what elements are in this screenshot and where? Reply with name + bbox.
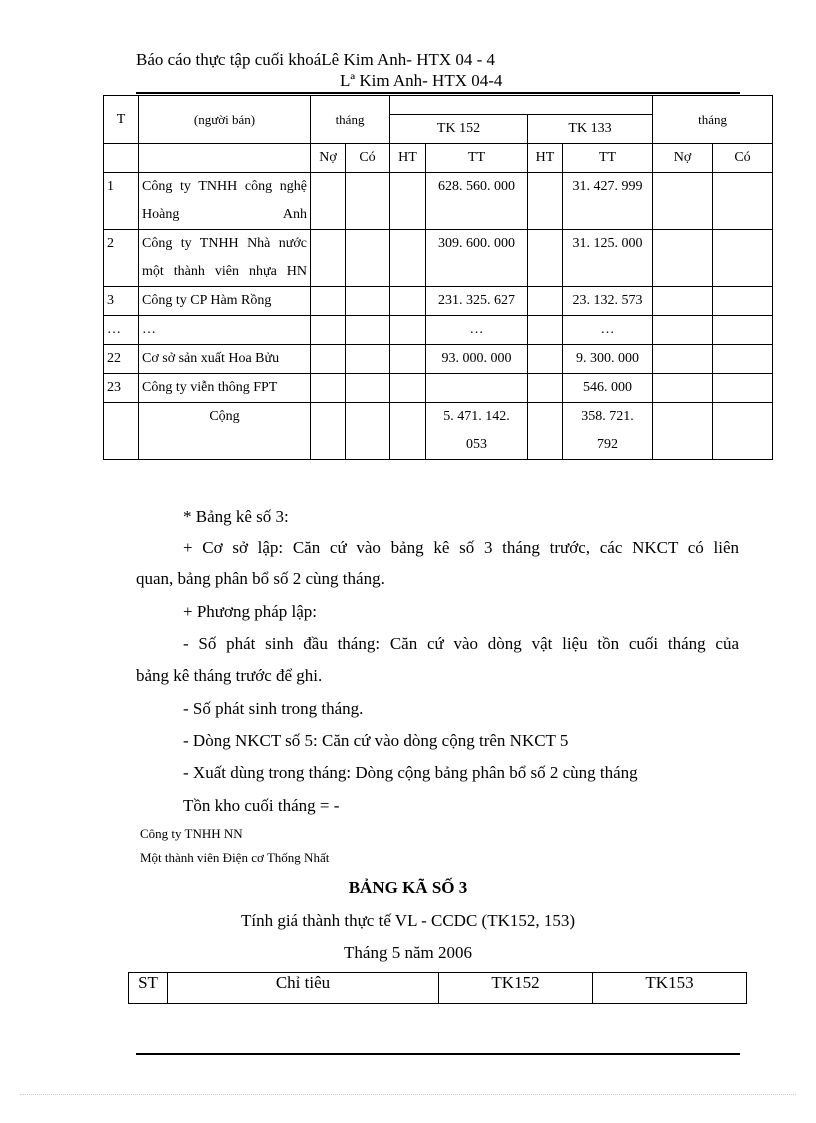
row-tk133: 31. 125. 000 xyxy=(563,230,653,287)
row-stt: 3 xyxy=(104,287,139,316)
total-tk152-part2: 053 xyxy=(466,437,488,452)
page-edge-rule xyxy=(20,1094,796,1095)
header-month-1: tháng xyxy=(311,96,390,144)
header-blank-seller xyxy=(139,144,311,173)
footer-rule xyxy=(136,1053,740,1055)
header-seller: (người bán) xyxy=(139,96,311,144)
header-tt-1: TT xyxy=(426,144,528,173)
para-co-so-lap-2: quan, bảng phân bổ số 2 cùng tháng. xyxy=(136,569,385,588)
row-tk152: 231. 325. 627 xyxy=(426,287,528,316)
header-stt: T xyxy=(104,96,139,144)
header-tk153: TK153 xyxy=(593,973,747,1004)
report-header-line2: Lª Kim Anh- HTX 04-4 xyxy=(340,71,503,90)
table-row xyxy=(104,173,773,230)
row-tk133: 9. 300. 000 xyxy=(563,345,653,374)
table-row xyxy=(104,316,773,345)
table-row xyxy=(104,230,773,287)
header-ht-2: HT xyxy=(528,144,563,173)
row-tk152 xyxy=(426,374,528,403)
para-xuat-dung: - Xuất dùng trong tháng: Dòng cộng bảng phân bổ số 2 cùng tháng xyxy=(183,763,638,782)
row-stt: … xyxy=(104,316,139,345)
row-seller: … xyxy=(139,316,311,345)
header-blank-stt xyxy=(104,144,139,173)
row-tk152: 628. 560. 000 xyxy=(426,173,528,230)
header-group xyxy=(390,96,653,115)
row-stt: 1 xyxy=(104,173,139,230)
total-tk152 xyxy=(426,403,528,460)
table-row xyxy=(104,374,773,403)
report-header-line1: Báo cáo thực tập cuối khoáLê Kim Anh- HTX 04 - 4 xyxy=(136,50,496,69)
header-tk152: TK152 xyxy=(439,973,593,1004)
total-label: Cộng xyxy=(139,403,311,460)
total-tk133-part2: 792 xyxy=(597,437,619,452)
seller-ledger-table xyxy=(103,95,773,460)
para-ton-kho: Tồn kho cuối tháng = - xyxy=(183,796,340,815)
row-tk152: 93. 000. 000 xyxy=(426,345,528,374)
row-tk133: 23. 132. 573 xyxy=(563,287,653,316)
row-seller: Công ty TNHH Nhà nước một thành viên nhựa HN xyxy=(139,230,311,287)
para-phat-sinh-trong: - Số phát sinh trong tháng. xyxy=(183,699,364,718)
header-co-1: Có xyxy=(346,144,390,173)
header-co-2: Có xyxy=(713,144,773,173)
row-stt: 23 xyxy=(104,374,139,403)
row-tk152: 309. 600. 000 xyxy=(426,230,528,287)
total-tk133-part1: 358. 721. xyxy=(581,409,634,424)
para-phat-sinh-dau-1: - Số phát sinh đầu tháng: Căn cứ vào dòng vật liệu tồn cuối tháng của xyxy=(183,634,739,653)
header-no-2: Nợ xyxy=(653,144,713,173)
row-tk133: … xyxy=(563,316,653,345)
header-st: ST xyxy=(129,973,168,1004)
table-row xyxy=(104,287,773,316)
row-tk133: 31. 427. 999 xyxy=(563,173,653,230)
section-date: Tháng 5 năm 2006 xyxy=(344,943,472,962)
header-chi-tieu: Chỉ tiêu xyxy=(168,973,439,1004)
row-seller: Công ty TNHH công nghệ Hoàng Anh xyxy=(139,173,311,230)
row-stt: 22 xyxy=(104,345,139,374)
row-seller: Cơ sở sản xuất Hoa Bửu xyxy=(139,345,311,374)
section-subtitle: Tính giá thành thực tế VL - CCDC (TK152, 153) xyxy=(240,911,576,930)
bang-ke-3-table xyxy=(128,972,747,1004)
para-phuong-phap: + Phương pháp lập: xyxy=(183,602,318,621)
header-rule xyxy=(136,92,740,94)
row-tk133: 546. 000 xyxy=(563,374,653,403)
row-seller: Công ty CP Hàm Rồng xyxy=(139,287,311,316)
company-line2: Một thành viên Điện cơ Thống Nhất xyxy=(140,850,330,865)
header-month-2: tháng xyxy=(653,96,773,144)
table-row xyxy=(104,345,773,374)
header-tk133: TK 133 xyxy=(528,115,653,144)
header-ht-1: HT xyxy=(390,144,426,173)
para-co-so-lap-1: + Cơ sở lập: Căn cứ vào bảng kê số 3 tháng trước, các NKCT có liên xyxy=(183,538,739,557)
row-seller: Công ty viễn thông FPT xyxy=(139,374,311,403)
company-line1: Công ty TNHH NN xyxy=(140,826,243,841)
para-bang-ke: * Bảng kê số 3: xyxy=(183,507,289,526)
total-row xyxy=(104,403,773,460)
section-title: BẢNG KÃ SỐ 3 xyxy=(348,878,468,897)
header-tk152: TK 152 xyxy=(390,115,528,144)
row-stt: 2 xyxy=(104,230,139,287)
total-tk152-part1: 5. 471. 142. xyxy=(443,409,510,424)
total-tk133 xyxy=(563,403,653,460)
header-tt-2: TT xyxy=(563,144,653,173)
row-tk152: … xyxy=(426,316,528,345)
para-nkct5: - Dòng NKCT số 5: Căn cứ vào dòng cộng trên NKCT 5 xyxy=(183,731,569,750)
header-no-1: Nợ xyxy=(311,144,346,173)
para-phat-sinh-dau-2: bảng kê tháng trước để ghi. xyxy=(136,666,323,685)
